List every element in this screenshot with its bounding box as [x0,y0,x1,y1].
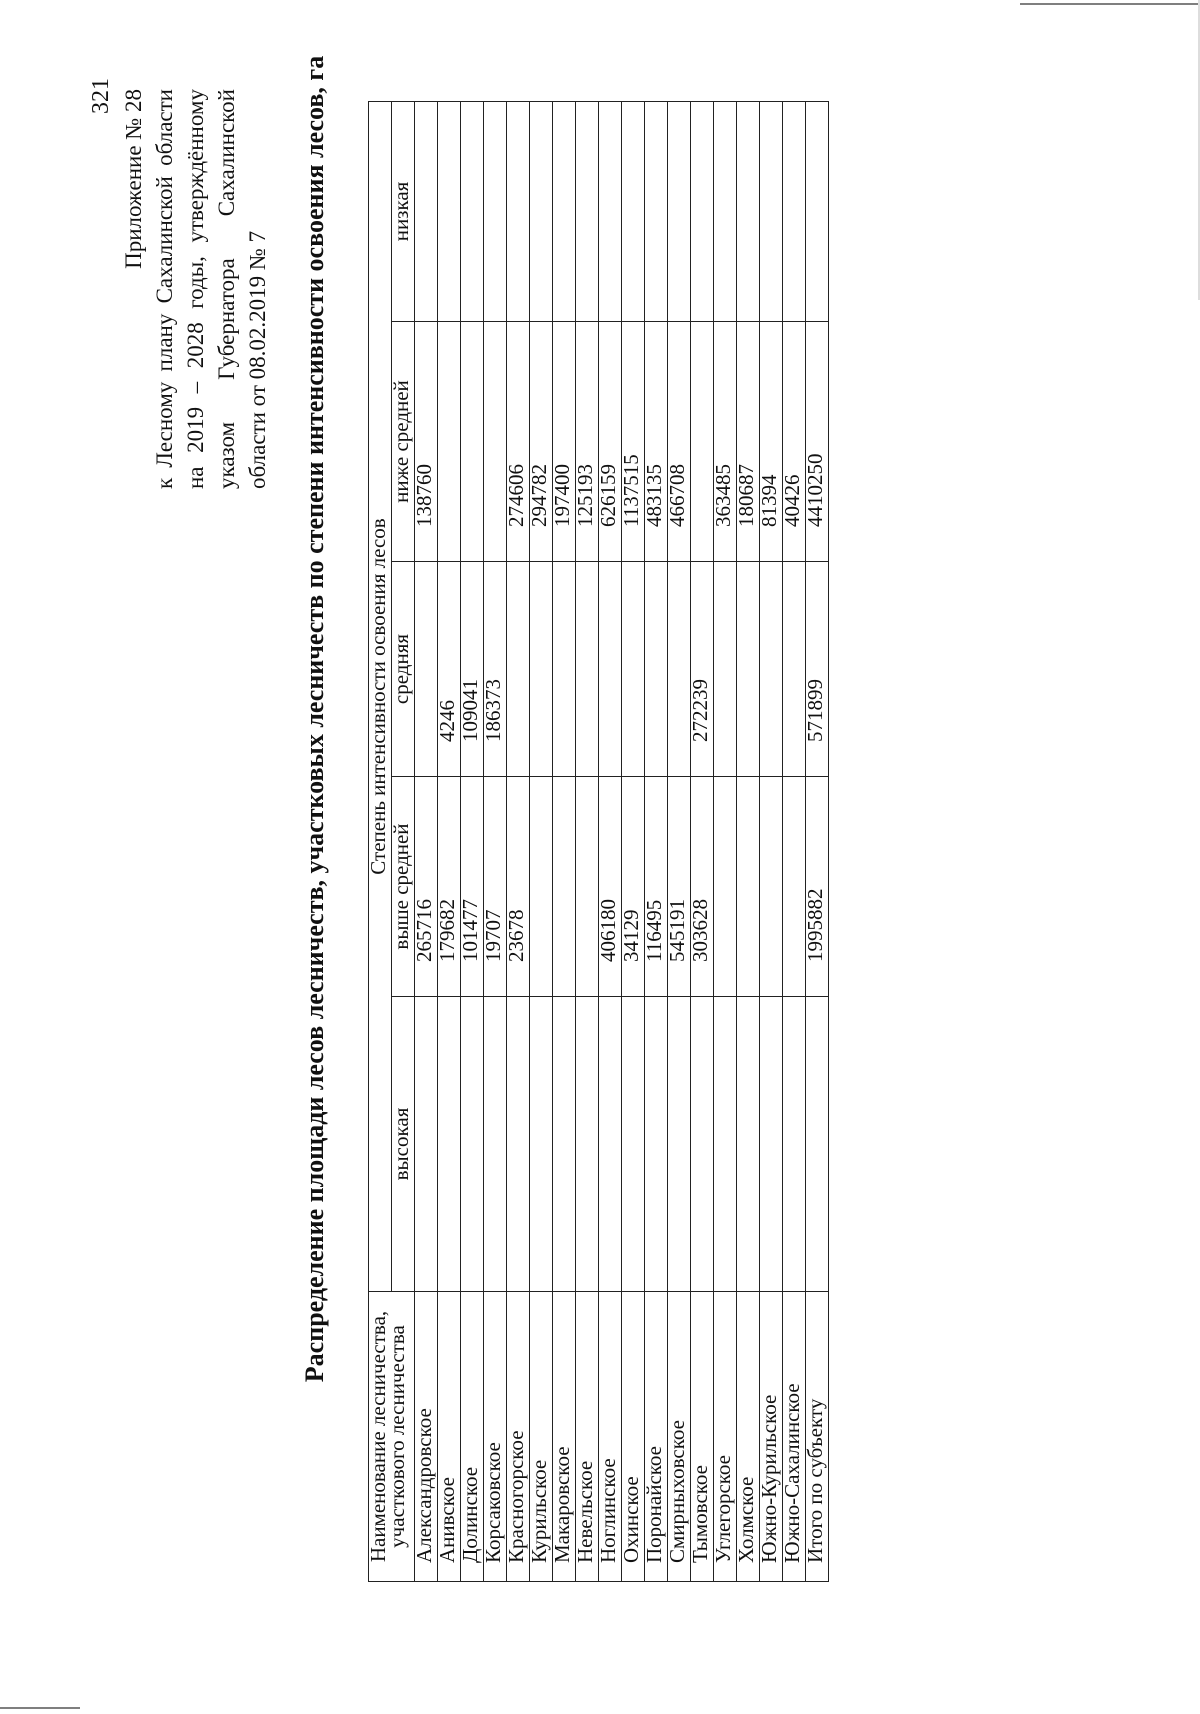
table-row [691,101,714,1581]
cell-average [645,562,668,777]
cell-above-average: 406180 [599,777,622,997]
cell-low [484,101,507,321]
forestry-name-cell: Смирныховское [668,1292,691,1582]
cell-high [760,997,783,1292]
page-number: 321 [88,78,114,114]
cell-low [806,101,829,321]
cell-high [668,997,691,1292]
cell-low [553,101,576,321]
cell-below-average: 4410250 [806,322,829,562]
cell-above-average [553,777,576,997]
cell-below-average: 626159 [599,322,622,562]
forestry-name-cell: Поронайское [645,1292,668,1582]
document-title: Распределение площади лесов лесничеств, участковых лесничеств по степени интенсивности освоения лесов, га [300,55,329,1383]
cell-average [507,562,530,777]
table-row [645,101,668,1581]
cell-above-average [576,777,599,997]
cell-below-average: 274606 [507,322,530,562]
cell-below-average: 294782 [530,322,553,562]
forestry-name-cell: Долинское [461,1292,484,1582]
cell-high [415,997,438,1292]
cell-above-average: 101477 [461,777,484,997]
forestry-name-cell: Красногорское [507,1292,530,1582]
header-intensity-group: Степень интенсивности освоения лесов [369,101,392,1291]
cell-low [415,101,438,321]
table-row [806,101,829,1581]
cell-high [783,997,806,1292]
cell-below-average: 180687 [737,322,760,562]
table-row [622,101,645,1581]
table-row [714,101,737,1581]
cell-average [783,562,806,777]
cell-above-average: 1995882 [806,777,829,997]
forestry-name-cell: Невельское [576,1292,599,1582]
cell-average: 186373 [484,562,507,777]
cell-above-average: 179682 [438,777,461,997]
table-row [484,101,507,1581]
cell-average: 272239 [691,562,714,777]
cell-average [714,562,737,777]
table-row [576,101,599,1581]
cell-high [484,997,507,1292]
cell-high [599,997,622,1292]
forestry-name-cell: Углегорское [714,1292,737,1582]
forest-intensity-table [368,101,829,1582]
cell-high [530,997,553,1292]
cell-low [668,101,691,321]
cell-high [507,997,530,1292]
cell-low [461,101,484,321]
cell-low [760,101,783,321]
cell-low [691,101,714,321]
cell-low [714,101,737,321]
cell-low [576,101,599,321]
header-low: низкая [392,101,415,321]
cell-low [645,101,668,321]
cell-above-average [714,777,737,997]
cell-average [622,562,645,777]
forestry-name-cell: Корсаковское [484,1292,507,1582]
cell-above-average [760,777,783,997]
cell-high [714,997,737,1292]
forestry-name-cell: Итого по субъекту [806,1292,829,1582]
cell-average [668,562,691,777]
cell-above-average: 23678 [507,777,530,997]
appendix-title: Приложение № 28 [121,89,146,269]
cell-average [760,562,783,777]
forestry-name-cell: Макаровское [553,1292,576,1582]
cell-high [438,997,461,1292]
cell-below-average: 483135 [645,322,668,562]
cell-below-average: 138760 [415,322,438,562]
cell-below-average [438,322,461,562]
cell-above-average: 545191 [668,777,691,997]
forestry-name-cell: Александровское [415,1292,438,1582]
cell-low [599,101,622,321]
table-row [507,101,530,1581]
cell-high [645,997,668,1292]
cell-high [806,997,829,1292]
forestry-name-cell: Холмское [737,1292,760,1582]
appendix-text: к Лесному плану Сахалинской области на 2019 – 2028 годы, утверждённому указом Губернатора Сахалинской области от 08.02.2019 № 7 [152,89,270,489]
cell-high [691,997,714,1292]
cell-below-average: 466708 [668,322,691,562]
cell-high [461,997,484,1292]
forestry-name-cell: Курильское [530,1292,553,1582]
cell-low [530,101,553,321]
cell-average: 4246 [438,562,461,777]
forestry-name-cell: Анивское [438,1292,461,1582]
table-row [737,101,760,1581]
cell-above-average: 19707 [484,777,507,997]
cell-average [530,562,553,777]
table-row [415,101,438,1581]
cell-above-average: 116495 [645,777,668,997]
cell-low [438,101,461,321]
cell-above-average [737,777,760,997]
cell-below-average [461,322,484,562]
table-row [599,101,622,1581]
table-row [530,101,553,1581]
cell-above-average: 34129 [622,777,645,997]
cell-above-average: 303628 [691,777,714,997]
cell-below-average: 197400 [553,322,576,562]
cell-average: 571899 [806,562,829,777]
cell-low [783,101,806,321]
cell-above-average [783,777,806,997]
header-average: средняя [392,562,415,777]
cell-average [415,562,438,777]
forestry-name-cell: Южно-Сахалинское [783,1292,806,1582]
table-row [461,101,484,1581]
cell-above-average [530,777,553,997]
cell-high [553,997,576,1292]
table-body [412,101,829,1581]
cell-high [737,997,760,1292]
cell-below-average: 1137515 [622,322,645,562]
header-above-average: выше средней [392,777,415,997]
cell-high [622,997,645,1292]
appendix-block [118,89,273,489]
header-below-average: ниже средней [392,322,415,562]
forestry-name-cell: Охинское [622,1292,645,1582]
table-row [438,101,461,1581]
cell-below-average: 125193 [576,322,599,562]
cell-average [576,562,599,777]
header-high: высокая [392,997,415,1292]
table-row [668,101,691,1581]
forestry-name-cell: Южно-Курильское [760,1292,783,1582]
forestry-name-cell: Тымовское [691,1292,714,1582]
forestry-name-cell: Ноглинское [599,1292,622,1582]
cell-below-average: 81394 [760,322,783,562]
table-row [553,101,576,1581]
cell-below-average: 363485 [714,322,737,562]
header-forestry-name: Наименование лесничества, участкового лесничества [369,1292,415,1582]
cell-average [737,562,760,777]
cell-average: 109041 [461,562,484,777]
cell-below-average: 40426 [783,322,806,562]
table-row [760,101,783,1581]
cell-low [622,101,645,321]
cell-average [553,562,576,777]
cell-average [599,562,622,777]
cell-above-average: 265716 [415,777,438,997]
cell-high [576,997,599,1292]
cell-low [737,101,760,321]
table-row [783,101,806,1581]
cell-low [507,101,530,321]
